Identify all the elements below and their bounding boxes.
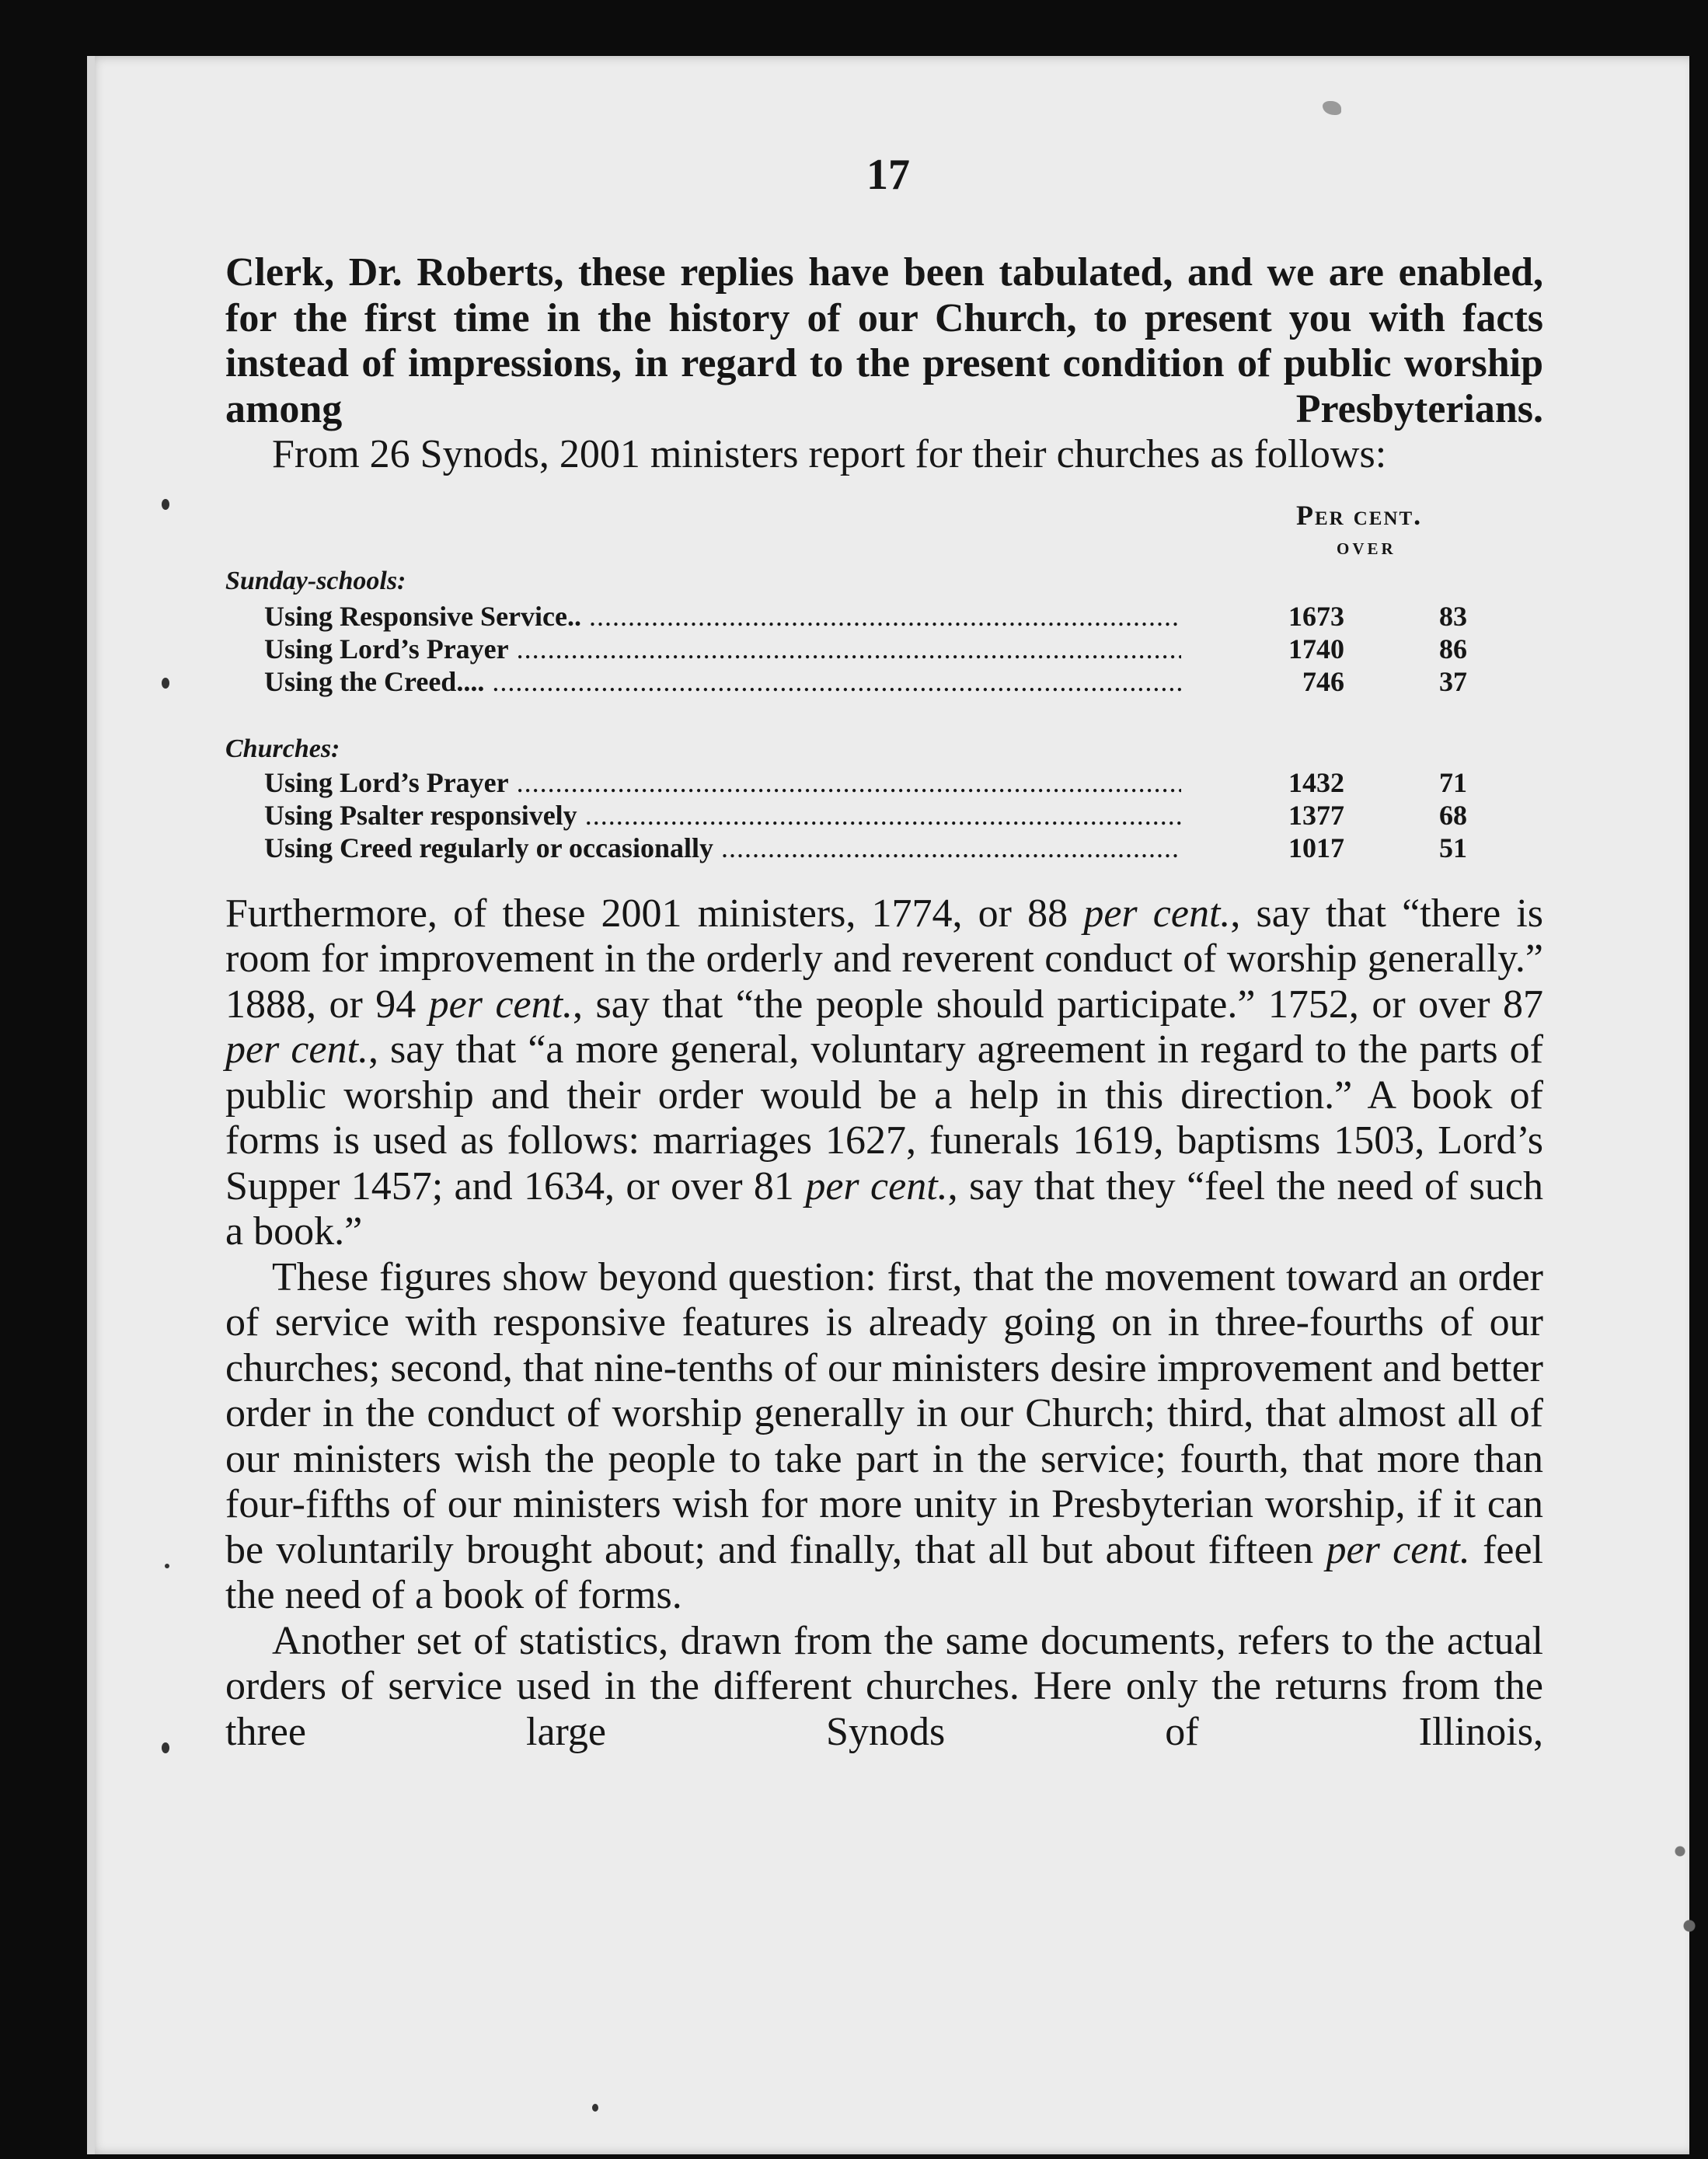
row-percent: 86 bbox=[1439, 633, 1467, 664]
table-row bbox=[225, 832, 1543, 863]
column-header-per-cent: Per cent. bbox=[1296, 499, 1423, 531]
table-row bbox=[225, 767, 1543, 798]
paragraph-figures bbox=[225, 1255, 1543, 1619]
row-label: Using Lord’s Prayer ..... bbox=[264, 633, 1181, 664]
scan-speck bbox=[1323, 101, 1341, 115]
row-count: 1377 bbox=[1288, 799, 1344, 831]
paragraph-intro bbox=[225, 250, 1543, 432]
paragraph-text: Clerk, Dr. Roberts, these replies have been tabulated, and we are enabled, for the first time in the history of our Church, to present you with facts instead of impressions, in regard to the present condition of public worship among Presbyterians. bbox=[225, 250, 1543, 431]
paragraph-another-set bbox=[225, 1619, 1543, 1756]
paragraph-text: , say that “the people should participate.” 1752, or over 87 bbox=[573, 982, 1543, 1027]
row-percent: 37 bbox=[1439, 665, 1467, 697]
italic-per-cent: per cent. bbox=[428, 982, 573, 1027]
column-header-over: over bbox=[1337, 533, 1396, 560]
row-count: 746 bbox=[1302, 665, 1344, 697]
statistics-table bbox=[225, 501, 1543, 891]
paragraph-text: , say that “a more general, voluntary agreement in regard to the parts of public worship and their order would be a help in this direction.” A book of forms is used as follows: marriages 1627, funerals 1619, baptisms 1503, Lord’s Supper 1457; and 1634, or over 81 bbox=[225, 1027, 1543, 1209]
paragraph-furthermore bbox=[225, 891, 1543, 1255]
row-percent: 51 bbox=[1439, 832, 1467, 863]
table-row bbox=[225, 666, 1543, 697]
section-title-sunday-schools: Sunday-schools: bbox=[225, 566, 406, 595]
row-label: Using the Creed.... ..... bbox=[264, 666, 1181, 697]
row-label: Using Lord’s Prayer ..... bbox=[264, 767, 1181, 798]
paragraph-text: These figures show beyond question: first, that the movement toward an order of service with responsive features is already going on in three-fourths of our churches; second, that nine-tenths of our ministers desire improvement and better order in the conduct of worship generally in our Church; third, that almost all of our ministers wish the people to take part in the service; fourth, that more than four-fifths of our ministers wish for more unity in Presbyterian worship, if it can be voluntarily brought about; and finally, that all but about fifteen bbox=[225, 1254, 1543, 1572]
italic-per-cent: per cent. bbox=[805, 1163, 948, 1209]
row-percent: 68 bbox=[1439, 799, 1467, 831]
italic-per-cent: per cent. bbox=[1326, 1527, 1470, 1572]
page-gutter bbox=[87, 56, 95, 2154]
paragraph-text: Furthermore, of these 2001 ministers, 1774, or 88 bbox=[225, 891, 1084, 936]
paragraph-text: , say that they “feel the need of such a book.” bbox=[225, 1163, 1543, 1254]
paragraph-text: feel the need of a book of forms. bbox=[225, 1527, 1543, 1617]
paragraph-text: From 26 Synods, 2001 ministers report for their churches as follows: bbox=[272, 432, 1387, 476]
row-count: 1017 bbox=[1288, 832, 1344, 863]
paragraph-text: , say that “there is room for improvement in the orderly and reverent conduct of worship generally.” 1888, or 94 bbox=[225, 891, 1544, 1027]
row-count: 1740 bbox=[1288, 633, 1344, 664]
table-row bbox=[225, 633, 1543, 664]
row-label: Using Creed regularly or occasionally ..... bbox=[264, 832, 1181, 863]
paragraph-text: Another set of statistics, drawn from the same documents, refers to the actual orders of service used in the different churches. Here only the returns from the three large Synods of Illinois, bbox=[225, 1618, 1543, 1754]
book-page bbox=[87, 56, 1689, 2154]
row-label: Using Psalter responsively ..... bbox=[264, 800, 1181, 831]
margin-mark bbox=[162, 499, 169, 510]
margin-mark bbox=[162, 1742, 169, 1753]
section-title-churches: Churches: bbox=[225, 734, 340, 763]
table-row bbox=[225, 800, 1543, 831]
italic-per-cent: per cent. bbox=[1083, 891, 1231, 936]
row-percent: 83 bbox=[1439, 600, 1467, 632]
margin-mark bbox=[592, 2104, 598, 2112]
row-count: 1432 bbox=[1288, 766, 1344, 798]
row-percent: 71 bbox=[1439, 766, 1467, 798]
page-body bbox=[225, 250, 1543, 1755]
italic-per-cent: per cent. bbox=[225, 1027, 368, 1072]
row-label: Using Responsive Service.. ..... bbox=[264, 601, 1181, 632]
table-row bbox=[225, 601, 1543, 632]
page-number: 17 bbox=[866, 151, 910, 199]
margin-mark bbox=[165, 1564, 169, 1568]
scan-edge-specks bbox=[1671, 1826, 1702, 1951]
margin-mark bbox=[162, 678, 169, 689]
row-count: 1673 bbox=[1288, 600, 1344, 632]
paragraph-synods bbox=[225, 432, 1543, 478]
